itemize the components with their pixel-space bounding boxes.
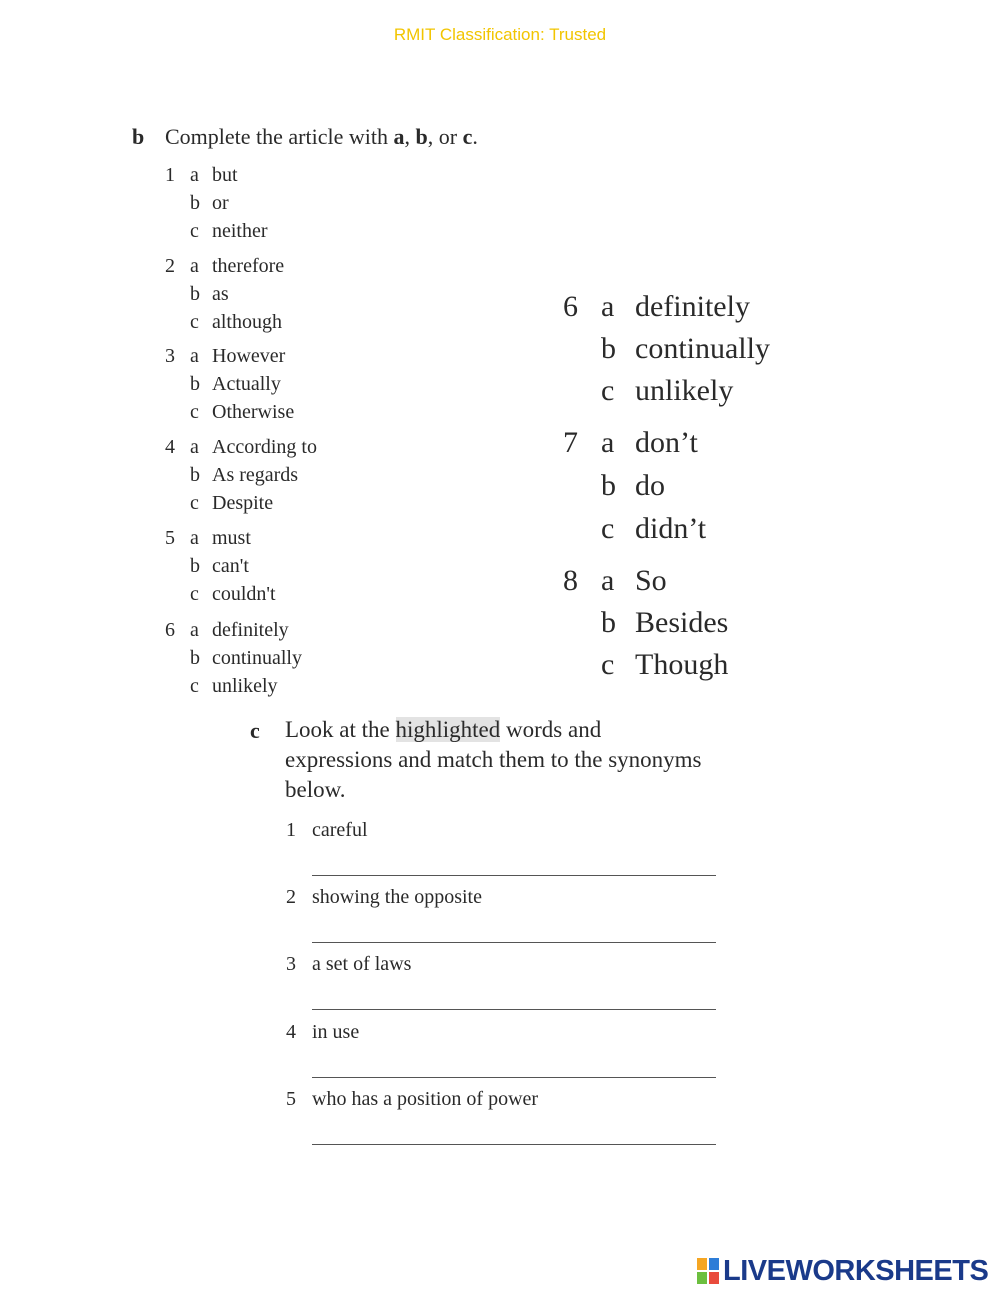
- option-text: unlikely: [635, 374, 734, 407]
- answer-line-2[interactable]: [312, 942, 716, 943]
- option-text: continually: [635, 332, 770, 365]
- option-text: According to: [212, 436, 317, 458]
- option-text: although: [212, 311, 282, 333]
- option-text: couldn't: [212, 583, 276, 605]
- highlighted-word: highlighted: [395, 717, 501, 742]
- section-c-letter: c: [250, 718, 260, 743]
- option-text: do: [635, 469, 665, 502]
- option-text: continually: [212, 647, 302, 669]
- logo-block: [697, 1258, 707, 1270]
- section-b-instruction: Complete the article with a, b, or c.: [165, 124, 478, 149]
- option-text: Otherwise: [212, 401, 295, 423]
- option-text: don’t: [635, 426, 698, 459]
- option-text: So: [635, 564, 667, 597]
- synonym-item-4: 4 in use: [286, 1021, 360, 1043]
- option-text: Despite: [212, 492, 274, 514]
- section-c-instruction: Look at the highlighted words and expressions and match them to the synonyms below.: [285, 717, 702, 802]
- logo-text: LIVEWORKSHEETS: [723, 1254, 989, 1287]
- answer-line-5[interactable]: [312, 1144, 716, 1145]
- option-text: must: [212, 527, 251, 549]
- synonym-item-3: 3 a set of laws: [286, 953, 412, 975]
- option-text: neither: [212, 220, 268, 242]
- section-b-letter: b: [132, 124, 145, 149]
- answer-line-1[interactable]: [312, 875, 716, 876]
- logo-block: [709, 1272, 719, 1284]
- option-text: However: [212, 345, 286, 367]
- logo-block: [697, 1272, 707, 1284]
- option-text: didn’t: [635, 512, 707, 545]
- option-text: Actually: [212, 373, 281, 395]
- logo-block: [709, 1258, 719, 1270]
- option-text: Though: [635, 648, 729, 681]
- option-text: can't: [212, 555, 249, 577]
- logo-blocks-icon: [697, 1258, 719, 1284]
- answer-line-3[interactable]: [312, 1009, 716, 1010]
- option-text: Besides: [635, 606, 729, 639]
- option-text: as: [212, 283, 229, 305]
- classification-label: RMIT Classification: Trusted: [393, 25, 607, 44]
- option-text: but: [212, 164, 238, 186]
- synonym-item-1: 1 careful: [286, 819, 368, 841]
- liveworksheets-logo: [697, 1256, 988, 1286]
- synonym-item-2: 2 showing the opposite: [286, 886, 482, 908]
- answer-line-4[interactable]: [312, 1077, 716, 1078]
- option-text: definitely: [212, 619, 289, 641]
- option-text: therefore: [212, 255, 285, 277]
- synonym-item-5: 5 who has a position of power: [286, 1088, 539, 1110]
- option-text: unlikely: [212, 675, 278, 697]
- option-text: or: [212, 192, 229, 214]
- option-text: definitely: [635, 290, 750, 323]
- option-text: As regards: [212, 464, 299, 486]
